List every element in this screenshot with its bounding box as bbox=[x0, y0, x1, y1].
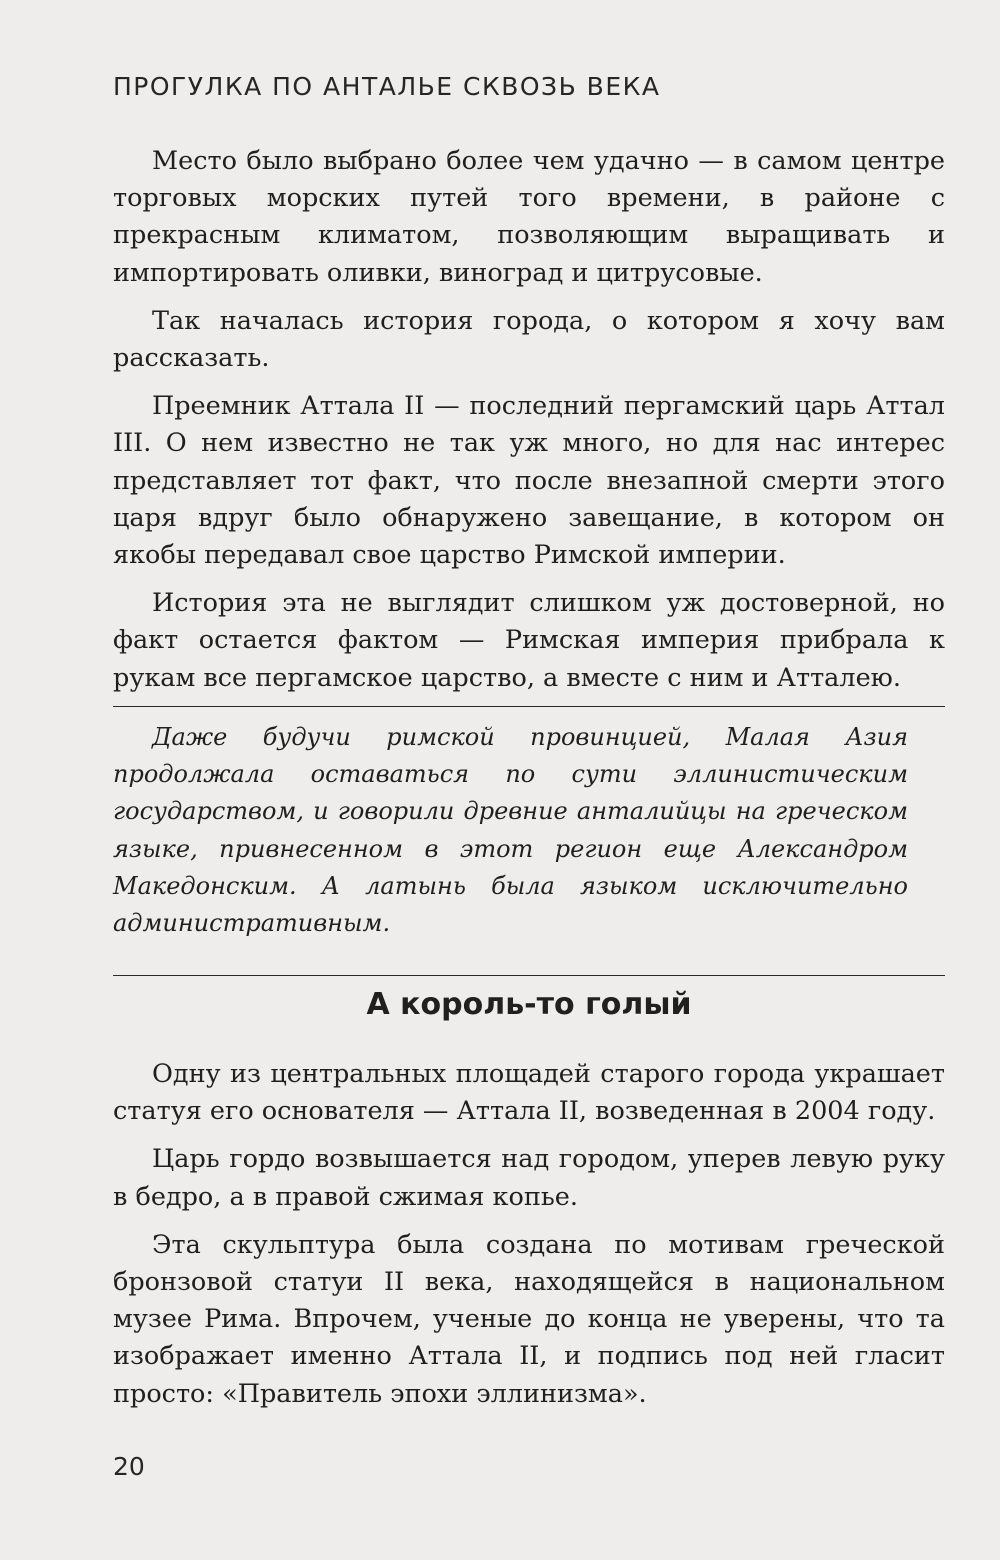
paragraph: Царь гордо возвышается над городом, уперев левую руку в бедро, а в правой сжимая копье. bbox=[113, 1144, 945, 1212]
text-block-bottom bbox=[113, 1056, 945, 1413]
running-head: ПРОГУЛКА ПО АНТАЛЬЕ СКВОЗЬ ВЕКА bbox=[113, 72, 661, 101]
paragraph: Одну из центральных площадей старого города украшает статуя его основателя — Аттала II, возведенная в 2004 году. bbox=[113, 1059, 945, 1127]
paragraph: История эта не выглядит слишком уж достоверной, но факт остается фактом — Римская империя прибрала к рукам все пергамское царство, а вместе с ним и Атталею. bbox=[113, 588, 945, 693]
paragraph: Место было выбрано более чем удачно — в самом центре торговых морских путей того времени, в районе с прекрасным климатом, позволяющим выращивать и импортировать оливки, виноград и цитрусовые. bbox=[113, 146, 945, 288]
page-number: 20 bbox=[113, 1452, 145, 1481]
note-box bbox=[113, 706, 945, 976]
paragraph: Преемник Аттала II — последний пергамский царь Аттал III. О нем известно не так уж много, но для нас интерес представляет тот факт, что после внезапной смерти этого царя вдруг было обнаружено завещание, в котором он якобы передавал свое царство Римской империи. bbox=[113, 391, 945, 571]
text-block-top bbox=[113, 143, 945, 697]
paragraph: Так началась история города, о котором я хочу вам рассказать. bbox=[113, 305, 945, 374]
note-text: Даже будучи римской провинцией, Малая Азия продолжала оставаться по сути эллинистическим государством, и говорили древние анталийцы на греческом языке, привнесенном в этот регион еще Александром Македонским. А латынь была языком исключительно административным. bbox=[113, 723, 908, 938]
section-heading: А король-то голый bbox=[366, 987, 692, 1022]
paragraph: Эта скульптура была создана по мотивам греческой бронзовой статуи II века, находящейся в национальном музее Рима. Впрочем, ученые до конца не уверены, что та изображает именно Аттала II, и подпись под ней гласит просто: «Правитель эпохи эллинизма». bbox=[113, 1229, 945, 1409]
